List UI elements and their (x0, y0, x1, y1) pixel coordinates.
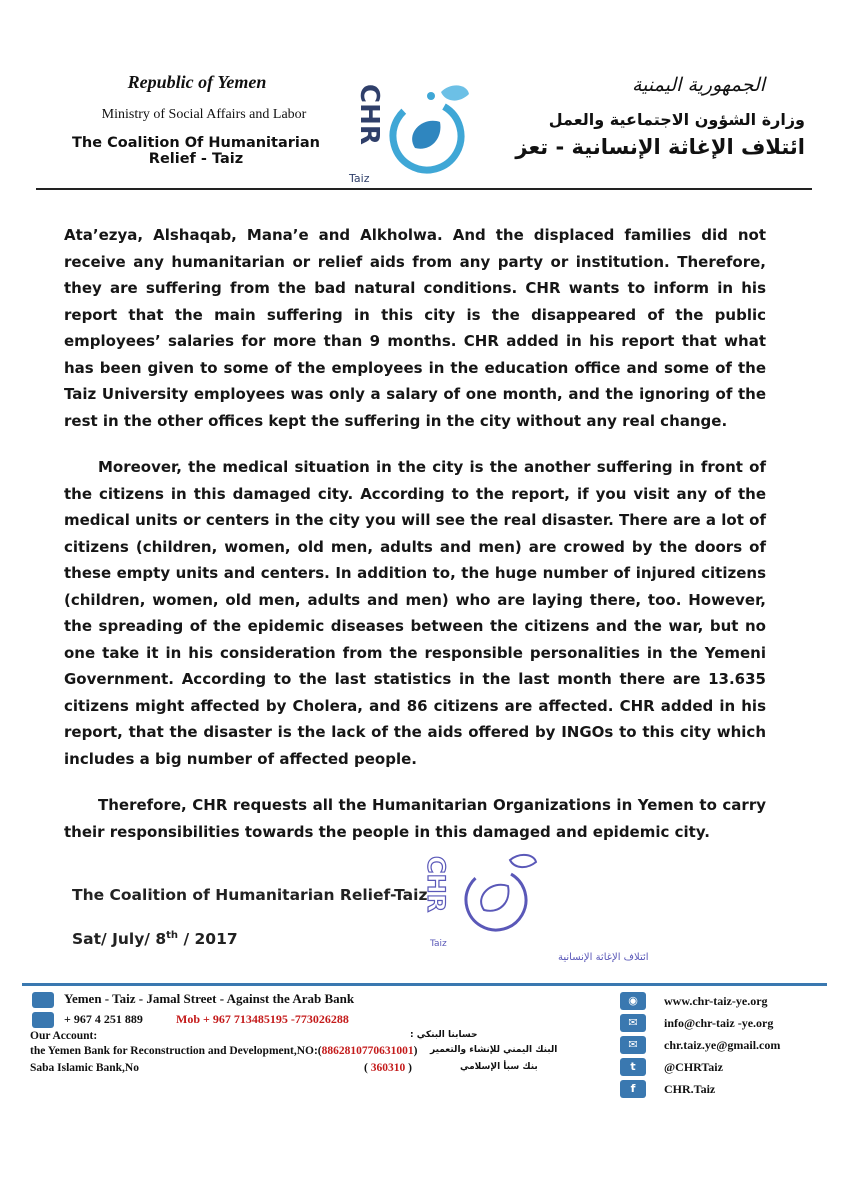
footer-account-label: Our Account: (30, 1030, 98, 1042)
footer-bank1: the Yemen Bank for Reconstruction and Development,NO:(8862810770631001) (30, 1045, 418, 1057)
twitter-text: @CHRTaiz (664, 1060, 723, 1074)
bank1-number: 8862810770631001 (321, 1045, 414, 1057)
footer-bank2-arabic: بنك سبأ الإسلامي (460, 1062, 538, 1072)
globe-icon: ◉ (620, 992, 646, 1010)
footer-address: Yemen - Taiz - Jamal Street - Against the Arab Bank (64, 991, 355, 1006)
envelope-icon: ✉ (620, 1014, 646, 1032)
email-link-2[interactable] (620, 1036, 820, 1058)
country-name: Republic of Yemen (127, 72, 267, 92)
website-text: www.chr-taiz-ye.org (664, 994, 768, 1008)
twitter-icon: t (620, 1058, 646, 1076)
email-text-2: chr.taiz.ye@gmail.com (664, 1038, 781, 1052)
footer-bank1-arabic: البنك اليمني للإنشاء والتعمير (430, 1045, 558, 1055)
website-link[interactable] (620, 992, 820, 1014)
footer-bank2: Saba Islamic Bank,No (30, 1062, 139, 1074)
logo-city: Taiz (349, 172, 370, 185)
footer-bank2-number-wrap: ( 360310 ) (364, 1062, 412, 1074)
location-pin-icon (32, 992, 54, 1008)
stamp-small-leaf (510, 855, 536, 867)
chr-logo (345, 78, 475, 188)
stamp-letters: CHR (422, 856, 450, 913)
paragraph-2: Moreover, the medical situation in the city is the another suffering in front of the citizens in this damaged city. According to the report, if you visit any of the medical units or centers in the city you will see the real disaster. There are a lot of citizens (children, women, old men, adults and men) are crowed by the doors of these empty units and centers. In addition to, the huge number of injured citizens (children, women, old men, adults and men) who are laying there, too. However, the spreading of the epidemic diseases between the citizens and the war, but no one take it in his consideration from the responsible personalities in the Yemeni Government. According to the last statistics in the last month there are 13.635 citizens might affected by Cholera, and 86 citizens are affected. CHR added in his report, that the disaster is the lack of the aids offered by INGOs to this city which includes a big number of affected people. (64, 458, 766, 768)
signoff-organization: The Coalition of Humanitarian Relief-Taiz (72, 886, 428, 904)
document-date (72, 930, 238, 948)
coalition-name-arabic: ائتلاف الإغاثة الإنسانية - تعز (515, 135, 805, 159)
footer-mobile: Mob + 967 713485195 -773026288 (176, 1012, 349, 1026)
ministry-name: Ministry of Social Affairs and Labor (101, 107, 307, 122)
letterhead-arabic (475, 74, 805, 159)
phone-icon (32, 1012, 54, 1028)
paragraph-1: Ata’ezya, Alshaqab, Mana’e and Alkholwa. And the displaced families did not receive any humanitarian or relief aids from any party or institution. Therefore, they are suffering from the bad natural conditions. CHR wants to inform in his report that the main suffering in this city is the disappeared of the public employees’ salaries for more than 9 months. CHR added in his report that what has been given to some of the employees in the education office and some of the Taiz University employees was only a salary of one month, and the ignoring of the rest in the other offices kept the suffering in the city without any real change. (64, 226, 766, 430)
letterhead-english (36, 72, 336, 167)
organization-stamp (418, 848, 649, 968)
header-divider (36, 188, 812, 190)
report-body (64, 222, 766, 845)
facebook-text: CHR.Taiz (664, 1082, 716, 1096)
paragraph-3: Therefore, CHR requests all the Humanitarian Organizations in Yemen to carry their responsibilities towards the people in this damaged and epidemic city. (64, 796, 766, 841)
logo-leaf (412, 121, 440, 149)
chr-logo-letters (354, 84, 384, 145)
footer-account-label-arabic: حسابنا البنكي : (410, 1030, 478, 1040)
coalition-name: The Coalition Of Humanitarian Relief - Taiz (72, 135, 320, 167)
bank1-name: the Yemen Bank for Reconstruction and Development,NO:( (30, 1045, 322, 1057)
country-name-arabic: الجمهورية اليمنية (631, 74, 765, 96)
letterhead (0, 0, 851, 195)
date-suffix: th (166, 930, 179, 941)
footer-phone: + 967 4 251 889 (64, 1012, 143, 1026)
twitter-link[interactable] (620, 1058, 820, 1080)
logo-small-leaf (441, 85, 469, 100)
envelope-icon: ✉ (620, 1036, 646, 1054)
logo-dot (427, 92, 435, 100)
email-text-1: info@chr-taiz -ye.org (664, 1016, 774, 1030)
bank2-number: 360310 (370, 1062, 406, 1074)
logo-letters: CHR (354, 84, 384, 145)
ministry-name-arabic: وزارة الشؤون الاجتماعية والعمل (548, 110, 805, 129)
stamp-ring (455, 859, 537, 941)
stamp-arabic: ائتلاف الإغاثة الإنسانية (558, 952, 649, 963)
footer-divider (22, 983, 827, 986)
stamp-leaf (481, 885, 508, 911)
date-prefix: Sat/ July/ 8 (72, 930, 167, 949)
date-year: / 2017 (178, 930, 238, 949)
facebook-link[interactable] (620, 1080, 820, 1102)
footer (30, 990, 820, 1120)
facebook-icon: f (620, 1080, 646, 1098)
stamp-city: Taiz (430, 939, 447, 949)
email-link-1[interactable] (620, 1014, 820, 1036)
